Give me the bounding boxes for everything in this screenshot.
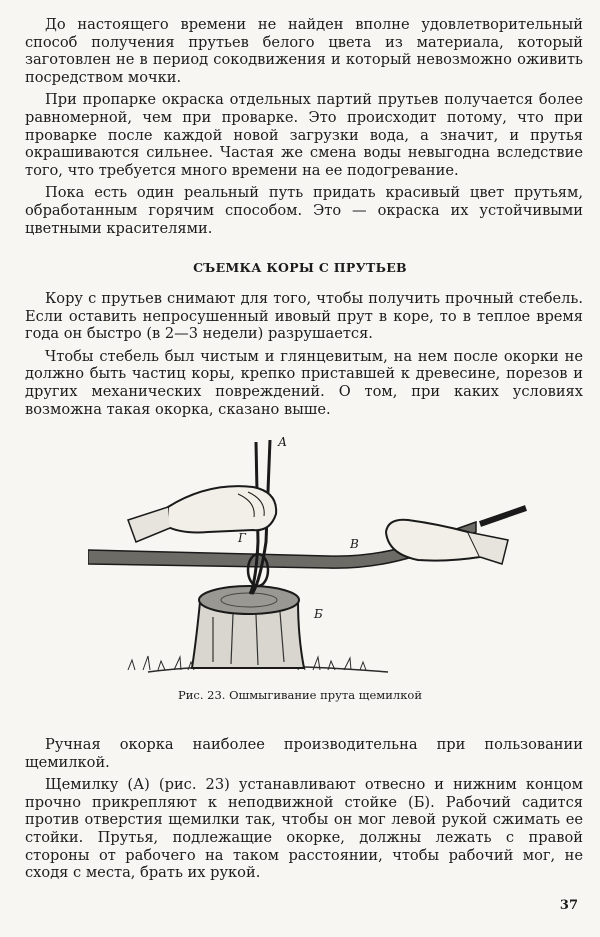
paragraph: До настоящего времени не найден вполне удовлетворительный способ получения прутьев белого цвета из материала, который заготовлен не в период сокодвижения и который невозможно оживить посредством мочки. (25, 16, 583, 86)
stump-icon (192, 586, 304, 668)
label-v: В (350, 537, 359, 551)
text-block-section (25, 290, 583, 418)
paragraph: Кору с прутьев снимают для того, чтобы получить прочный стебель. Если оставить непросушенный ивовый прут в коре, то в теплое время года он быстро (в 2—3 недели) разрушается. (25, 290, 583, 343)
label-g: Г (238, 531, 246, 545)
paragraph: Пока есть один реальный путь придать красивый цвет прутьям, обработанным горячим способом. Это — окраска их устойчивыми цветными красителями. (25, 184, 583, 237)
page-number: 37 (559, 898, 578, 913)
paragraph: Щемилку (А) (рис. 23) устанавливают отвесно и нижним концом прочно прикрепляют к неподвижной стойке (Б). Рабочий садится против отверстия щемилки так, чтобы он мог левой рукой сжимать ее стойки. Прутья, подлежащие окорке, должны лежать с правой стороны от рабочего на таком расстоянии, чтобы рабочий мог, не сходя с места, брать их рукой. (25, 776, 583, 882)
section-heading: СЪЕМКА КОРЫ С ПРУТЬЕВ (193, 260, 407, 275)
rod-peeling-illustration (88, 432, 528, 677)
figure-illustration (88, 432, 528, 677)
paragraph: При пропарке окраска отдельных партий прутьев получается более равномерной, чем при проварке. Это происходит потому, что при проварке после каждой новой загрузки вода, а значит, и прутья окрашиваются сильнее. Частая же смена воды невыгодна вследствие того, что требуется много времени на ее подогревание. (25, 91, 583, 179)
text-block-bottom (25, 736, 583, 882)
left-hand-icon (128, 486, 276, 542)
label-b: Б (314, 607, 323, 621)
right-hand-icon (386, 508, 526, 564)
paragraph: Ручная окорка наиболее производительна при пользовании щемилкой. (25, 736, 583, 771)
label-a: А (278, 435, 288, 449)
paragraph: Чтобы стебель был чистым и глянцевитым, на нем после окорки не должно быть частиц коры, крепко приставшей к древесине, порезов и других механических повреждений. О том, при каких условиях возможна такая окорка, сказано выше. (25, 347, 583, 418)
figure-caption: Рис. 23. Ошмыгивание прута щемилкой (178, 688, 422, 702)
text-block-intro (25, 16, 583, 237)
